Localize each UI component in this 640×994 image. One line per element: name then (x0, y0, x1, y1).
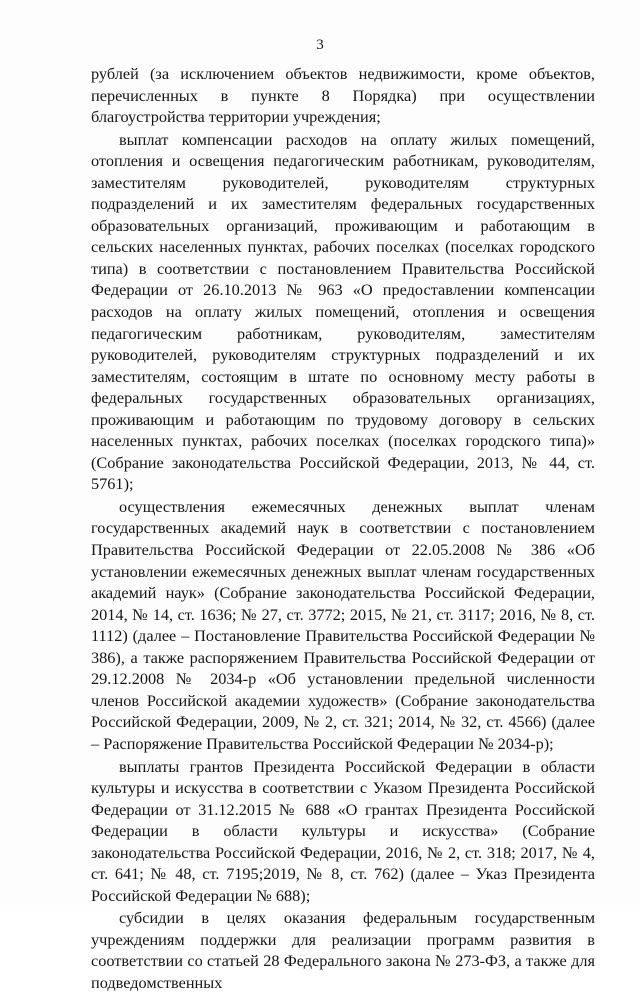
document-body (91, 63, 595, 994)
paragraph-2: выплат компенсации расходов на оплату жилых помещений, отопления и освещения педагогическим работникам, руководителям, заместителям руководителей, руководителям структурных подразделений и их заместителям федеральных государственных образовательных организаций, проживающим и работающим в сельских населенных пунктах, рабочих поселках (поселках городского типа) в соответствии с постановлением Правительства Российской Федерации от 26.10.2013 № 963 «О предоставлении компенсации расходов на оплату жилых помещений, отопления и освещения педагогическим работникам, руководителям, заместителям руководителей, руководителям структурных подразделений и их заместителям, состоящим в штате по основному месту работы в федеральных государственных образовательных организациях, проживающим и работающим по трудовому договору в сельских населенных пунктах, рабочих поселках (поселках городского типа)» (Собрание законодательства Российской Федерации, 2013, № 44, ст. 5761); (91, 129, 595, 494)
paragraph-5: субсидии в целях оказания федеральным государственным учреждениям поддержки для реализации программ развития в соответствии со статьей 28 Федерального закона № 273-ФЗ, а также для подведомственных (91, 908, 595, 992)
paragraph-3: осуществления ежемесячных денежных выплат членам государственных академий наук в соответствии с постановлением Правительства Российской Федерации от 22.05.2008 № 386 «Об установлении ежемесячных денежных выплат членам государственных академий наук» (Собрание законодательства Российской Федерации, 2014, № 14, ст. 1636; № 27, ст. 3772; 2015, № 21, ст. 3117; 2016, № 8, ст. 1112) (далее – Постановление Правительства Российской Федерации № 386), а также распоряжением Правительства Российской Федерации от 29.12.2008 № 2034-р «Об установлении предельной численности членов Российской академии художеств» (Собрание законодательства Российской Федерации, 2009, № 2, ст. 321; 2014, № 32, ст. 4566) (далее – Распоряжение Правительства Российской Федерации № 2034-р); (91, 496, 595, 753)
paragraph-4: выплаты грантов Президента Российской Федерации в области культуры и искусства в соответствии с Указом Президента Российской Федерации от 31.12.2015 № 688 «О грантах Президента Российской Федерации в области культуры и искусства» (Собрание законодательства Российской Федерации, 2016, № 2, ст. 318; 2017, № 4, ст. 641; № 48, ст. 7195;2019, № 8, ст. 762) (далее – Указ Президента Российской Федерации № 688); (91, 756, 595, 905)
page-number: 3 (316, 37, 324, 53)
paragraph-1: рублей (за исключением объектов недвижимости, кроме объектов, перечисленных в пункте 8 Порядка) при осуществлении благоустройства территории учреждения; (91, 64, 595, 127)
